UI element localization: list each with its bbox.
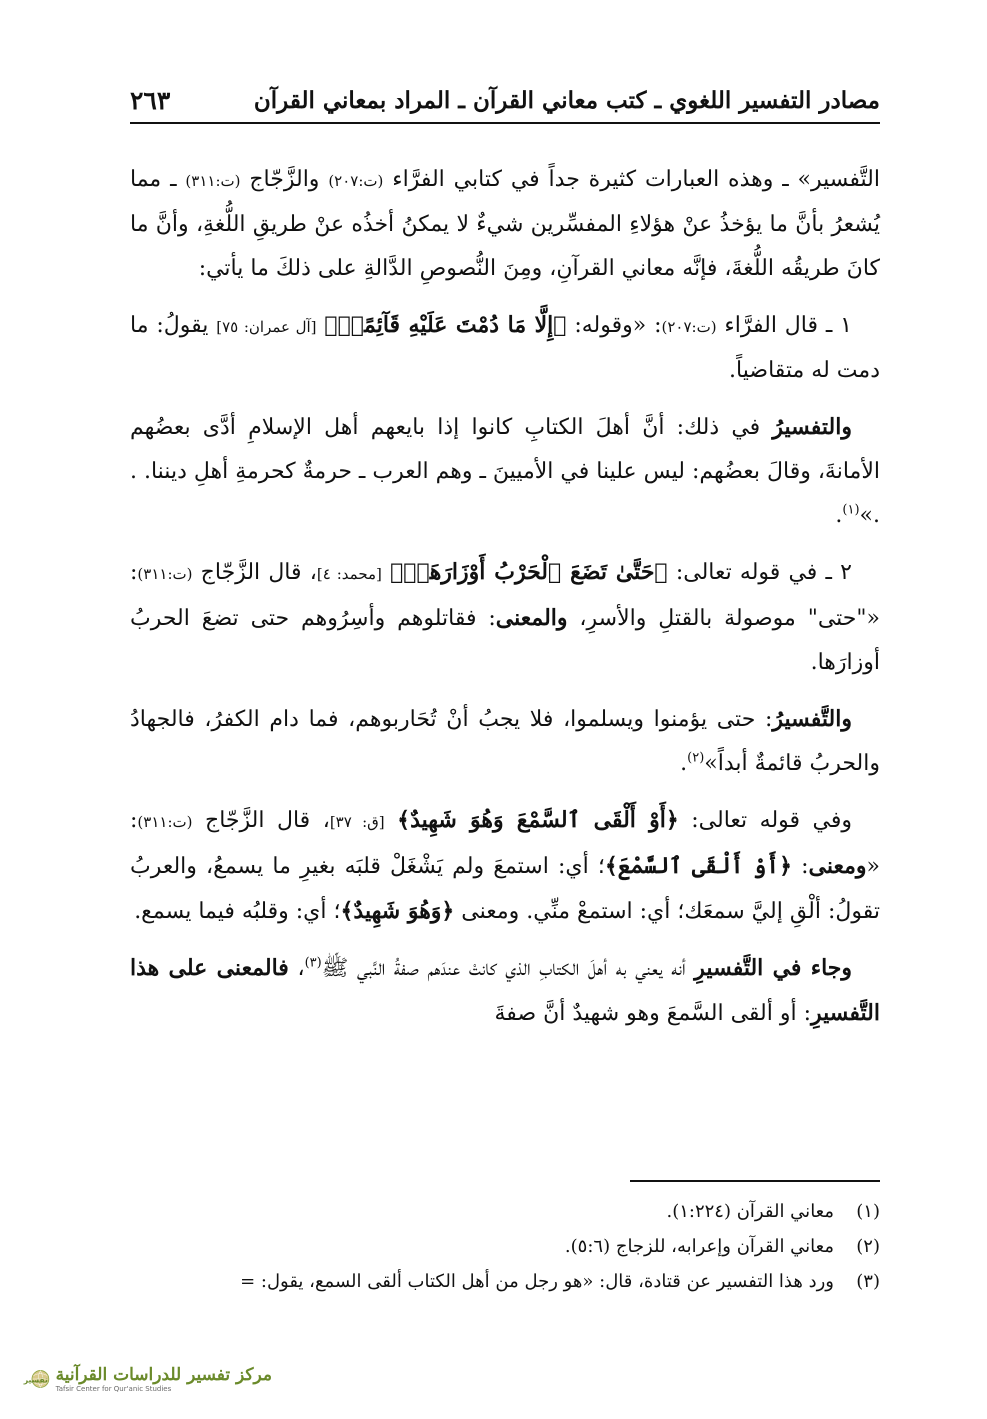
death-date-farra: (ت:٢٠٧): [328, 172, 384, 190]
quran-verse: ﴿وَهُوَ شَهِيدٌ﴾: [340, 898, 455, 924]
paragraph-5: [130, 697, 880, 786]
tafsir-center-logo: [22, 1352, 272, 1406]
text-run: والزَّجّاج: [240, 167, 329, 192]
logo-mark-text: تفسير: [23, 1375, 48, 1385]
text-run: : أو ألقى السَّمعَ وهو شهيدٌ أنَّ صفةَ: [494, 1001, 811, 1026]
footnote-text: ورد هذا التفسير عن قتادة، قال: «هو رجل من أهل الكتاب ألقى السمع، يقول: =: [240, 1271, 834, 1292]
footnotes: [130, 1194, 880, 1299]
text-run: أنه يعني به أهلَ الكتابِ الذي كانتْ عندَهم صفةُ النَّبي ﷺ: [321, 956, 695, 981]
text-run: ١ ـ قال الفرَّاء: [716, 313, 852, 338]
page-number: ٢٦٣: [130, 85, 171, 115]
footnote-ref-2[interactable]: (٢): [687, 750, 705, 766]
footnote-text: معاني القرآن (١:٢٢٤).: [666, 1201, 834, 1222]
quran-verse: ﴿أَوْ أَلْقَى ٱلسَّمْعَ﴾: [604, 853, 792, 879]
footnote-number: (٣): [856, 1271, 880, 1292]
death-date-zajjaj: (ت:٣١١): [137, 565, 193, 583]
bold-term: والتَّفسيرُ: [772, 706, 852, 732]
verse-reference: [محمد: ٤]: [316, 565, 382, 583]
bold-term: فالمعنى على هذا التَّفسيرِ: [130, 955, 880, 1026]
bold-term: والمعنى: [495, 605, 568, 631]
text-run: : «: [130, 808, 881, 879]
death-date-zajjaj: (ت:٣١١): [137, 813, 193, 831]
text-run: .: [680, 751, 688, 776]
paragraph-4: [130, 550, 880, 685]
footnote-ref-1[interactable]: (١): [842, 502, 860, 518]
text-run: يقولُ: ما دمت له متقاضياً.: [130, 313, 880, 383]
text-run: في ذلك: أنَّ أهلَ الكتابِ كانوا إذا بايعهم أهل الإسلامِ أدَّى بعضُهم الأمانةَ، وقالَ بعضُهم: ليس علينا في الأميينَ ـ وهم العرب ـ حرمةٌ كحرمةِ أهلِ ديننا. . .»: [129, 415, 880, 528]
main-text: [130, 158, 880, 1048]
paragraph-7: [130, 946, 880, 1036]
text-run: ؛ أي: وقلبُه فيما يسمع.: [134, 899, 341, 924]
text-run: وفي قوله تعالى:: [678, 808, 853, 833]
logo-arabic-text: مركز تفسير للدراسات القرآنية: [55, 1365, 272, 1385]
footnote-number: (٢): [856, 1236, 880, 1257]
footnote-number: (١): [856, 1201, 880, 1222]
paragraph-6: [130, 798, 880, 934]
text-run: التَّفسير» ـ وهذه العبارات كثيرة جداً في كتابي الفرَّاء: [383, 167, 880, 192]
paragraph-2: [130, 303, 880, 393]
footnote-1: [130, 1194, 880, 1229]
text-run: : فقاتلوهم وأسِرُوهم حتى تضعَ الحربُ أوزارَها.: [130, 606, 880, 675]
death-date-zajjaj: (ت:٣١١): [185, 172, 241, 190]
death-date-farra: (ت:٢٠٧): [661, 318, 717, 336]
verse-reference: [آل عمران: ٧٥]: [216, 318, 317, 336]
text-run: [385, 808, 398, 833]
quran-verse: ﴿إِلَّا مَا دُمْتَ عَلَيْهِ قَآئِمًاۗ﴾: [324, 312, 567, 338]
paragraph-1: [130, 158, 880, 291]
verse-reference: [ق: ٣٧]: [329, 813, 385, 831]
text-run: : حتى يؤمنوا ويسلموا، فلا يجبُ أنْ تُحَاربوهم، فما دام الكفرُ، فالجهادُ والحربُ قائمةٌ أبداً»: [130, 707, 880, 776]
bold-term: وجاء في التَّفسيرِ: [694, 955, 852, 981]
tafsir-logo-icon: [22, 1352, 50, 1406]
bold-term: ومعنى: [808, 853, 867, 879]
text-run: [382, 560, 390, 585]
footnote-separator: [630, 1180, 880, 1182]
running-title: مصادر التفسير اللغوي ـ كتب معاني القرآن ـ المراد بمعاني القرآن: [253, 86, 880, 114]
text-run: ، قال الزَّجّاج: [192, 808, 330, 833]
page-header: [130, 78, 880, 124]
footnote-text: معاني القرآن وإعرابه، للزجاج (٥:٦).: [564, 1236, 834, 1257]
footnote-2: [130, 1229, 880, 1264]
text-run: ،: [288, 956, 305, 981]
text-run: ؛ أي: استمعَ ولم يَشْغَلْ قلبَه بغيرِ ما يسمعُ، والعربُ تقولُ: ألْقِ إليَّ سمعَك؛ أي: استمعْ منِّي. ومعنى: [130, 854, 880, 924]
quran-verse: ﴿حَتَّىٰ تَضَعَ ٱلْحَرْبُ أَوْزَارَهَاۚ﴾: [390, 559, 668, 585]
text-run: : «وقوله:: [566, 313, 662, 338]
text-run: ٢ ـ في قوله تعالى:: [667, 560, 852, 585]
paragraph-3: [130, 405, 880, 538]
text-run: :: [792, 854, 809, 879]
text-run: .: [835, 503, 843, 528]
quran-verse: ﴿أَوْ أَلْقَى ٱلسَّمْعَ وَهُوَ شَهِيدٌ﴾: [397, 807, 679, 833]
footnote-3: [130, 1264, 880, 1299]
text-run: ـ مما يُشعرُ بأنَّ ما يؤخذُ عنْ هؤلاءِ المفسِّرين شيءٌ لا يمكنُ أخذُه عنْ طريقِ اللُّغةِ، وأنَّ ما كانَ طريقُه اللُّغةَ، فإنَّه معاني القرآنِ، ومِنَ النُّصوصِ الدَّالةِ على ذلكَ ما يأتي:: [130, 167, 880, 281]
footnote-ref-3[interactable]: (٣): [304, 955, 322, 971]
logo-english-text: Tafsir Center for Qur'anic Studies: [55, 1385, 172, 1393]
text-run: ، قال الزَّجّاج: [192, 560, 317, 585]
bold-term: والتفسيرُ: [772, 414, 852, 440]
text-run: : «"حتى" موصولة بالقتلِ والأسرِ،: [130, 560, 880, 631]
